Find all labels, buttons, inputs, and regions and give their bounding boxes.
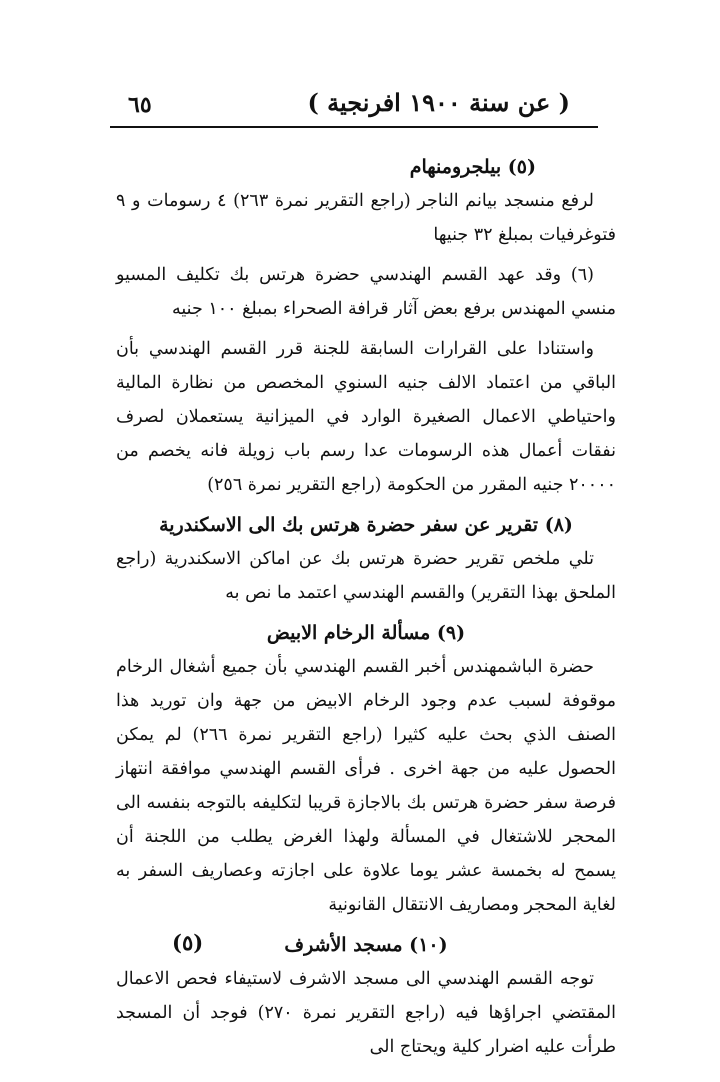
section-6-paragraph-1: (٦) وقد عهد القسم الهندسي حضرة هرتس بك تكليف المسيو منسي المهندس برفع بعض آثار قرافة الصحراء بمبلغ ١٠٠ جنيه — [116, 265, 616, 319]
header-title: ( عن سنة ١٩٠٠ افرنجية ) — [307, 88, 570, 117]
section-9-heading: (٩) مسألة الرخام الابيض — [266, 622, 466, 644]
page-number: ٦٥ — [128, 92, 152, 118]
section-10-paragraph: توجه القسم الهندسي الى مسجد الاشرف لاستيفاء فحص الاعمال المقتضي اجراؤها فيه (راجع التقرير نمرة ٢٧٠) فوجد أن المسجد طرأت عليه اضرار كلية ويحتاج الى — [116, 969, 617, 1057]
section-5-heading: (٥) بيلجرومنهام — [409, 156, 536, 178]
section-8-paragraph: تلي ملخص تقرير حضرة هرتس بك عن اماكن الاسكندرية (راجع الملحق بهذا التقرير) والقسم الهندسي اعتمد ما نص به — [116, 549, 616, 603]
section-8-heading: (٨) تقرير عن سفر حضرة هرتس بك الى الاسكندرية — [159, 514, 573, 536]
section-10-heading: (١٠) مسجد الأشرف — [284, 934, 448, 956]
section-6-paragraph-2: واستنادا على القرارات السابقة للجنة قرر القسم الهندسي بأن الباقي من اعتماد الالف جنيه السنوي المخصص من نظارة المالية واحتياطي الاعمال الصغيرة الوارد في الميزانية يستعملان لصرف نفقات أعمال هذه الرسومات عدا رسم باب زويلة فانه يخصم من ٢٠٠٠٠ جنيه المقرر من الحكومة (راجع التقرير نمرة ٢٥٦) — [116, 339, 616, 495]
footer-signature-mark: (٥) — [172, 930, 204, 955]
header-rule — [110, 126, 598, 128]
section-9-paragraph: حضرة الباشمهندس أخبر القسم الهندسي بأن جميع أشغال الرخام موقوفة لسبب عدم وجود الرخام الابيض من جهة وان توريد هذا الصنف الذي بحث عليه كثيرا (راجع التقرير نمرة ٢٦٦) لم يمكن الحصول عليه من جهة اخرى . فرأى القسم الهندسي موافقة انتهاز فرصة سفر حضرة هرتس بك بالاجازة قريبا لتكليفه بالتوجه بنفسه الى المحجر للاشتغال في المسألة ولهذا الغرض يطلب من اللجنة أن يسمح له بخمسة عشر يوما علاوة على اجازته وعصاريف السفر به لغاية المحجر ومصاريف الانتقال القانونية — [116, 657, 617, 915]
running-header — [110, 84, 610, 124]
section-5-paragraph: لرفع منسجد بيانم الناجر (راجع التقرير نمرة ٢٦٣) ٤ رسومات و ٩ فتوغرفيات بمبلغ ٣٢ جنيها — [116, 191, 616, 245]
